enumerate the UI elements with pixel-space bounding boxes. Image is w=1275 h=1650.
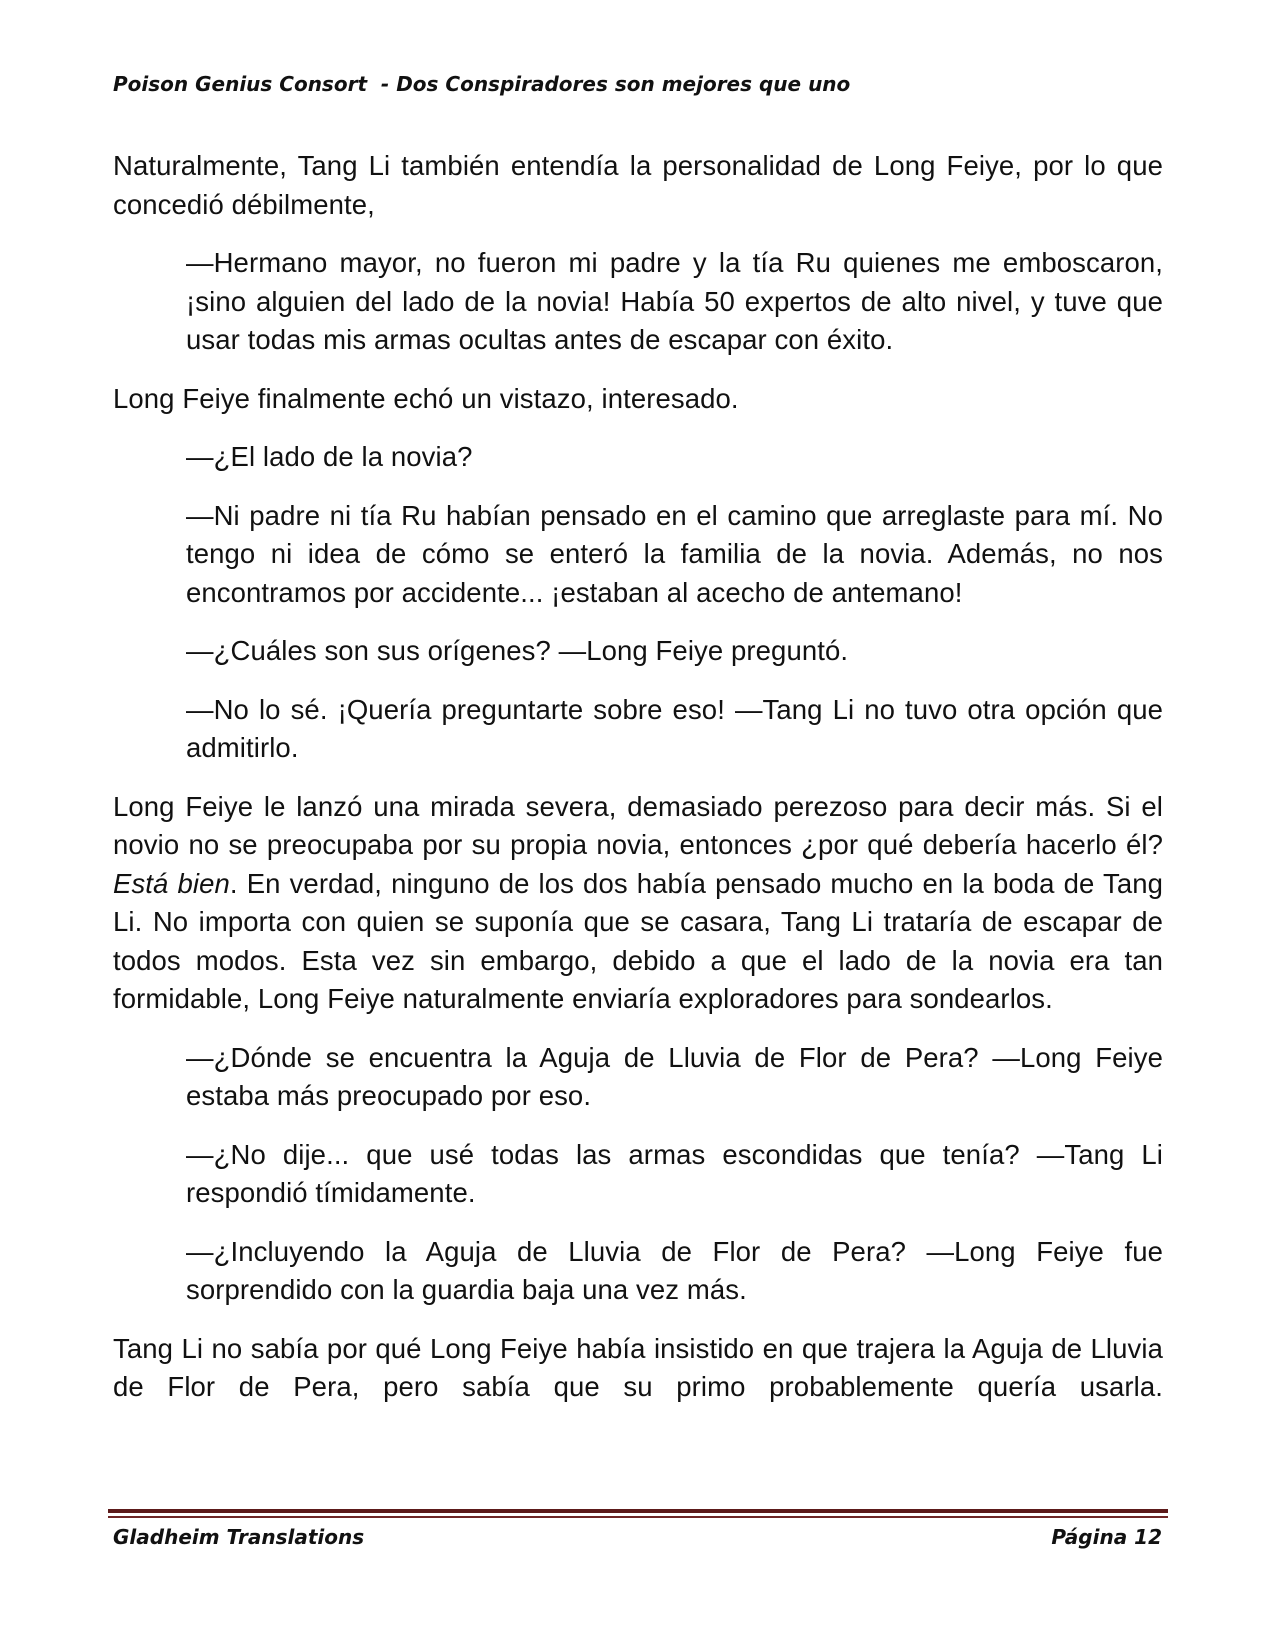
dialogue-paragraph: —No lo sé. ¡Quería preguntarte sobre eso! —Tang Li no tuvo otra opción que admitirlo.: [186, 693, 1163, 763]
paragraph: Tang Li no sabía por qué Long Feiye había insistido en que trajera la Aguja de Lluvia de Flor de Pera, pero sabía que su primo probablemente quería usarla.: [113, 1332, 1163, 1402]
dialogue-paragraph: —Hermano mayor, no fueron mi padre y la tía Ru quienes me emboscaron, ¡sino alguien del lado de la novia! Había 50 expertos de alto nivel, y tuve que usar todas mis armas ocultas antes de escapar con éxito.: [186, 247, 1163, 355]
paragraph: Naturalmente, Tang Li también entendía la personalidad de Long Feiye, por lo que concedió débilmente,: [113, 150, 1163, 220]
dialogue-paragraph: —¿Incluyendo la Aguja de Lluvia de Flor de Pera? —Long Feiye fue sorprendido con la guardia baja una vez más.: [186, 1235, 1163, 1305]
running-header: Poison Genius Consort - Dos Conspiradores son mejores que uno: [113, 72, 851, 96]
paragraph: Long Feiye finalmente echó un vistazo, interesado.: [113, 382, 739, 414]
dialogue-paragraph: —Ni padre ni tía Ru habían pensado en el camino que arreglaste para mí. No tengo ni idea de cómo se enteró la familia de la novia. Además, no nos encontramos por accidente... ¡estaban al acecho de antemano!: [186, 499, 1163, 608]
footer-divider: [108, 1509, 1168, 1513]
paragraph-text: Long Feiye le lanzó una mirada severa, demasiado perezoso para decir más. Si el novio no se preocupaba por su propia novia, entonces ¿por qué debería hacerlo él?: [113, 790, 1163, 860]
footer-divider-thin: [108, 1516, 1168, 1518]
dialogue-paragraph: —¿Dónde se encuentra la Aguja de Lluvia de Flor de Pera? —Long Feiye estaba más preocupado por eso.: [186, 1041, 1163, 1111]
dialogue-paragraph: —¿No dije... que usé todas las armas escondidas que tenía? —Tang Li respondió tímidamente.: [186, 1138, 1163, 1208]
dialogue-paragraph: —¿Cuáles son sus orígenes? —Long Feiye preguntó.: [186, 635, 849, 666]
page-number: Página 12: [1051, 1525, 1162, 1549]
dialogue-paragraph: —¿El lado de la novia?: [186, 441, 473, 472]
paragraph: [113, 788, 1163, 1019]
italic-phrase: Está bien: [113, 867, 230, 899]
document-body: [113, 147, 1163, 1407]
paragraph-text: . En verdad, ninguno de los dos había pensado mucho en la boda de Tang Li. No importa con quien se suponía que se casara, Tang Li trataría de escapar de todos modos. Esta vez sin embargo, debido a que el lado de la novia era tan formidable, Long Feiye naturalmente enviaría exploradores para sondearlos.: [113, 867, 1164, 1014]
footer-publisher: Gladheim Translations: [113, 1525, 365, 1549]
